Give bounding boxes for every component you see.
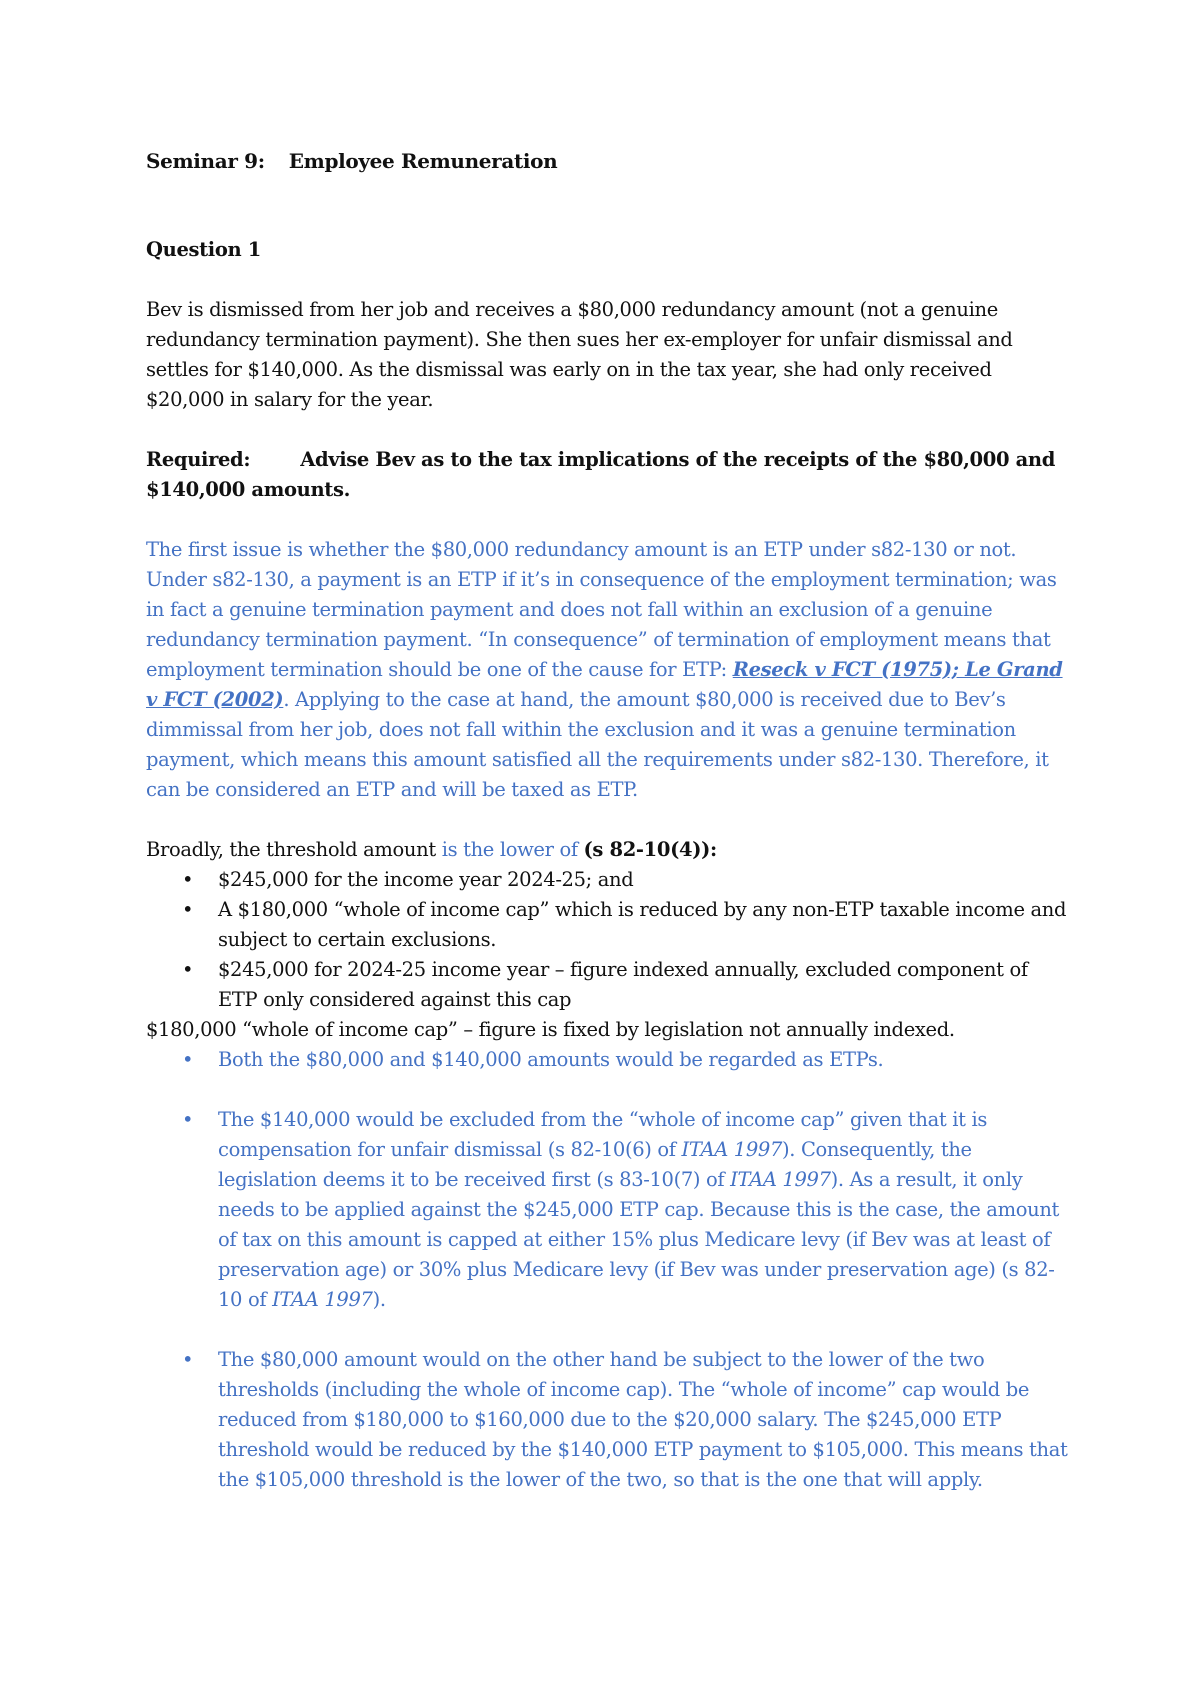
list-item: • The $140,000 would be excluded from the “whole of income cap” given that it is compensation for unfair dismissal (s 82-10(6) of ITAA 1997). Consequently, the legislation deems it to be received first (s 83-10(7) of ITAA 1997). As a result, it only needs to be applied against the $245,000 ETP cap. Because this is the case, the amount of tax on this amount is capped at either 15% plus Medicare levy (if Bev was at least of preservation age) or 30% plus Medicare levy (if Bev was under preservation age) (s 82-10 of ITAA 1997). (146, 1105, 1070, 1315)
bullet-icon: • (182, 1108, 194, 1131)
threshold-intro-text: Broadly, the threshold amount (146, 838, 442, 861)
question-body: Bev is dismissed from her job and receives a $80,000 redundancy amount (not a genuine redundancy termination payment). She then sues her ex-employer for unfair dismissal and settles for $140,000. As the dismissal was early on in the tax year, she had only received $20,000 in salary for the year. (146, 298, 1013, 411)
bullet-icon: • (182, 868, 194, 891)
seminar-title (146, 146, 1070, 176)
question-heading: Question 1 (146, 238, 262, 261)
threshold-intro-highlight: is the lower of (441, 838, 584, 861)
threshold-list (146, 865, 1070, 1015)
answer-paragraph (146, 535, 1070, 805)
list-item: • Both the $80,000 and $140,000 amounts would be regarded as ETPs. (146, 1045, 1070, 1075)
threshold-note: $180,000 “whole of income cap” – figure is fixed by legislation not annually indexed. (146, 1018, 955, 1041)
act-reference: ITAA 1997 (730, 1168, 831, 1191)
list-item: • The $80,000 amount would on the other hand be subject to the lower of the two thresholds (including the whole of income cap). The “whole of income” cap would be reduced from $180,000 to $160,000 due to the $20,000 salary. The $245,000 ETP threshold would be reduced by the $140,000 ETP payment to $105,000. This means that the $105,000 threshold is the lower of the two, so that is the one that will apply. (146, 1345, 1070, 1495)
answer-text-part-2: . Applying to the case at hand, the amount $80,000 is received due to Bev’s dimmissal from her job, does not fall within the exclusion and it was a genuine termination payment, which means this amount satisfied all the requirements under s82-130. Therefore, it can be considered an ETP and will be taxed as ETP. (146, 688, 1049, 801)
act-reference: ITAA 1997 (681, 1138, 782, 1161)
bullet-icon: • (182, 958, 194, 981)
act-reference: ITAA 1997 (272, 1288, 373, 1311)
threshold-intro (146, 835, 1070, 865)
threshold-section-ref: (s 82-10(4)): (583, 838, 717, 861)
analysis-list (146, 1045, 1070, 1495)
bullet-icon: • (182, 1348, 194, 1371)
list-item: • $245,000 for 2024-25 income year – figure indexed annually, excluded component of ETP only considered against this cap (146, 955, 1070, 1015)
answer-text-part-1: The first issue is whether the $80,000 redundancy amount is an ETP under s82-130 or not. Under s82-130, a payment is an ETP if it’s in consequence of the employment termination; was in fact a genuine termination payment and does not fall within an exclusion of a genuine redundancy termination payment. “In consequence” of termination of employment means that employment termination should be one of the cause for ETP: (146, 538, 1057, 681)
list-item: • A $180,000 “whole of income cap” which is reduced by any non-ETP taxable income and subject to certain exclusions. (146, 895, 1070, 955)
required-label: Required: (146, 448, 251, 471)
required-statement (146, 445, 1070, 505)
list-item: • $245,000 for the income year 2024-25; and (146, 865, 1070, 895)
bullet-icon: • (182, 1048, 194, 1071)
required-text: Advise Bev as to the tax implications of the receipts of the $80,000 and $140,000 amounts. (146, 448, 1056, 501)
bullet-icon: • (182, 898, 194, 921)
case-reference-link[interactable]: Reseck v FCT (1975); Le Grand v FCT (2002) (146, 658, 1063, 711)
seminar-topic: Employee Remuneration (288, 149, 558, 173)
seminar-number: Seminar 9: (146, 149, 265, 173)
